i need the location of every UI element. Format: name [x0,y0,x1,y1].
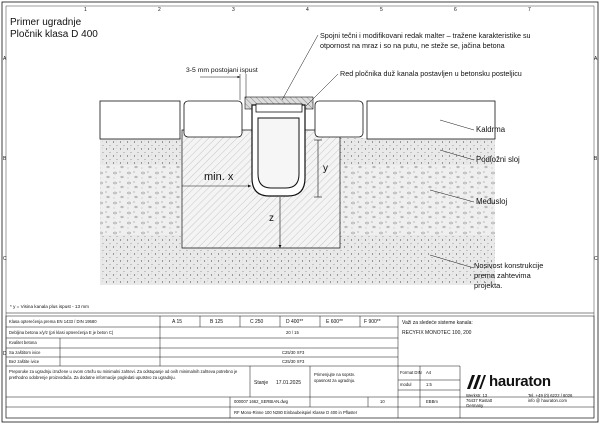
grid-label-side-c: C [3,256,7,262]
dimension-y: y [323,163,328,174]
tb-row3-label: Kvalitet betona [9,340,37,345]
tb-address-line3: Germany [466,403,484,408]
grid-label-top-4: 4 [306,7,309,13]
grid-label-side-c-right: C [594,256,598,262]
leader-joint [282,35,318,100]
callout-row: Red pločnika duž kanala postavljen u betonsku posteljicu [340,69,522,78]
tb-status-label: Stanje [254,380,269,386]
brand-mark-icon [466,374,486,390]
tb-status-date: 17.01.2025 [276,380,302,386]
grid-label-top-7: 7 [528,7,531,13]
tb-page: 10 [380,399,385,404]
tb-format-label: Format DIN [400,370,422,375]
tb-lang-value: EBBm [426,399,438,404]
paving-stone-right-1 [315,101,363,137]
header-title-line2: Pločnik klasa D 400 [10,29,98,40]
brand-name: hauraton [489,373,551,390]
tb-status-note-line1: Primenjujte na sopstv. [314,372,355,377]
callout-subgrade-line1: Nosivost konstrukcije [474,261,544,270]
tb-phone-line1: Tel. +49 (0) 6222 / 6026 [528,393,573,398]
callout-sub-layer: Podložni sloj [476,155,520,164]
tb-row4-label: Sa zaštitom ivice [9,350,41,355]
grid-label-top-6: 6 [454,7,457,13]
tb-scale-label: modul [400,382,412,387]
callout-joint-line1: Spojni tečni i modifikovani redak malter – tražene karakteristike su [320,31,531,40]
tb-file-name: 000007 1662_SERBIAN.dwg [234,399,289,404]
tb-drawing-title: RF Mono-Rinne 100 N280 Einbaubeispiel Klasse D 400 in Pflaster [234,410,358,415]
tb-row3-value: C25/30 XF3 [282,350,305,355]
callout-subgrade-line2: prema zahtevima [474,271,531,280]
tb-format-value: A4 [426,370,432,375]
callout-joint-line2: otpornost na mraz i so na putu, ne steže se, jačina betona [320,41,505,50]
tb-row2-label: Debljina betona x/y/z (pri klasi opterećenja E je beton C) [9,330,114,335]
tb-load-class-a: A 15 [172,319,183,325]
grid-label-side-a: A [3,56,7,62]
channel-grate [256,104,302,112]
tb-load-class-e: E 600** [326,319,343,325]
grid-label-side-b: B [3,156,7,162]
tb-load-class-c: C 250 [250,319,264,325]
tb-load-class-f: F 900** [364,319,381,325]
tb-product-label: Važi za sledeće sisteme kanala: [402,320,473,326]
grid-label-side-b-right: B [594,156,598,162]
tb-address-line2: 76437 Rastatt [466,398,493,403]
tb-load-class-b: B 125 [210,319,224,325]
tb-notes-line2: prethodno odobrenje proizvođača. Za dodatne informacije pogledati uputstvo za ugradnju. [9,375,176,380]
channel-inner [258,118,299,188]
tb-notes-line1: Preporuke za ugradnju izražene u ovom crtežu su minimalni zahtevi. Za odstupanje od ovih minimalnih zahteva potrebno je [9,369,238,374]
tb-scale-value: 1:5 [426,382,432,387]
tb-load-class-d: D 400** [286,319,304,325]
header-title-line1: Primer ugradnje [10,17,82,28]
tb-phone-line2: info @ hauraton.com [528,398,567,403]
tb-row4-value: C25/30 XF3 [282,359,305,364]
grid-label-side-d: D [3,351,7,357]
callout-paving: Kaldrma [476,125,506,134]
tb-row2-value: 20 / 15 [286,330,299,335]
grid-label-top-1: 1 [84,7,87,13]
callout-subgrade-line3: projekta. [474,281,503,290]
callout-base: Međusloj [476,197,508,206]
footnote: * y = Visina kanala plus ispust - 13 mm [10,304,89,309]
dimension-min-x: min. x [204,171,234,183]
tb-product-value: RECYFIX MONOTEC 100, 200 [402,330,472,336]
tb-row5-label: Bez zaštite ivice [9,359,40,364]
grid-label-top-5: 5 [380,7,383,13]
grid-label-top-2: 2 [158,7,161,13]
paving-stone-left-1 [100,101,180,139]
paving-stone-left-2 [184,101,242,137]
tb-load-row-label: Klasa opterećenja prema EN 1433 / DIN 19580 [9,319,97,324]
callout-gap: 3-5 mm postojani ispust [186,67,258,74]
tb-status-note-line2: opasnost za ugradnju. [314,378,356,383]
dimension-z: z [269,213,274,224]
grid-label-side-a-right: A [594,56,598,62]
brand-logo [466,373,551,390]
tb-address-line1: Werkstr. 13 [466,393,488,398]
grid-label-top-3: 3 [232,7,235,13]
